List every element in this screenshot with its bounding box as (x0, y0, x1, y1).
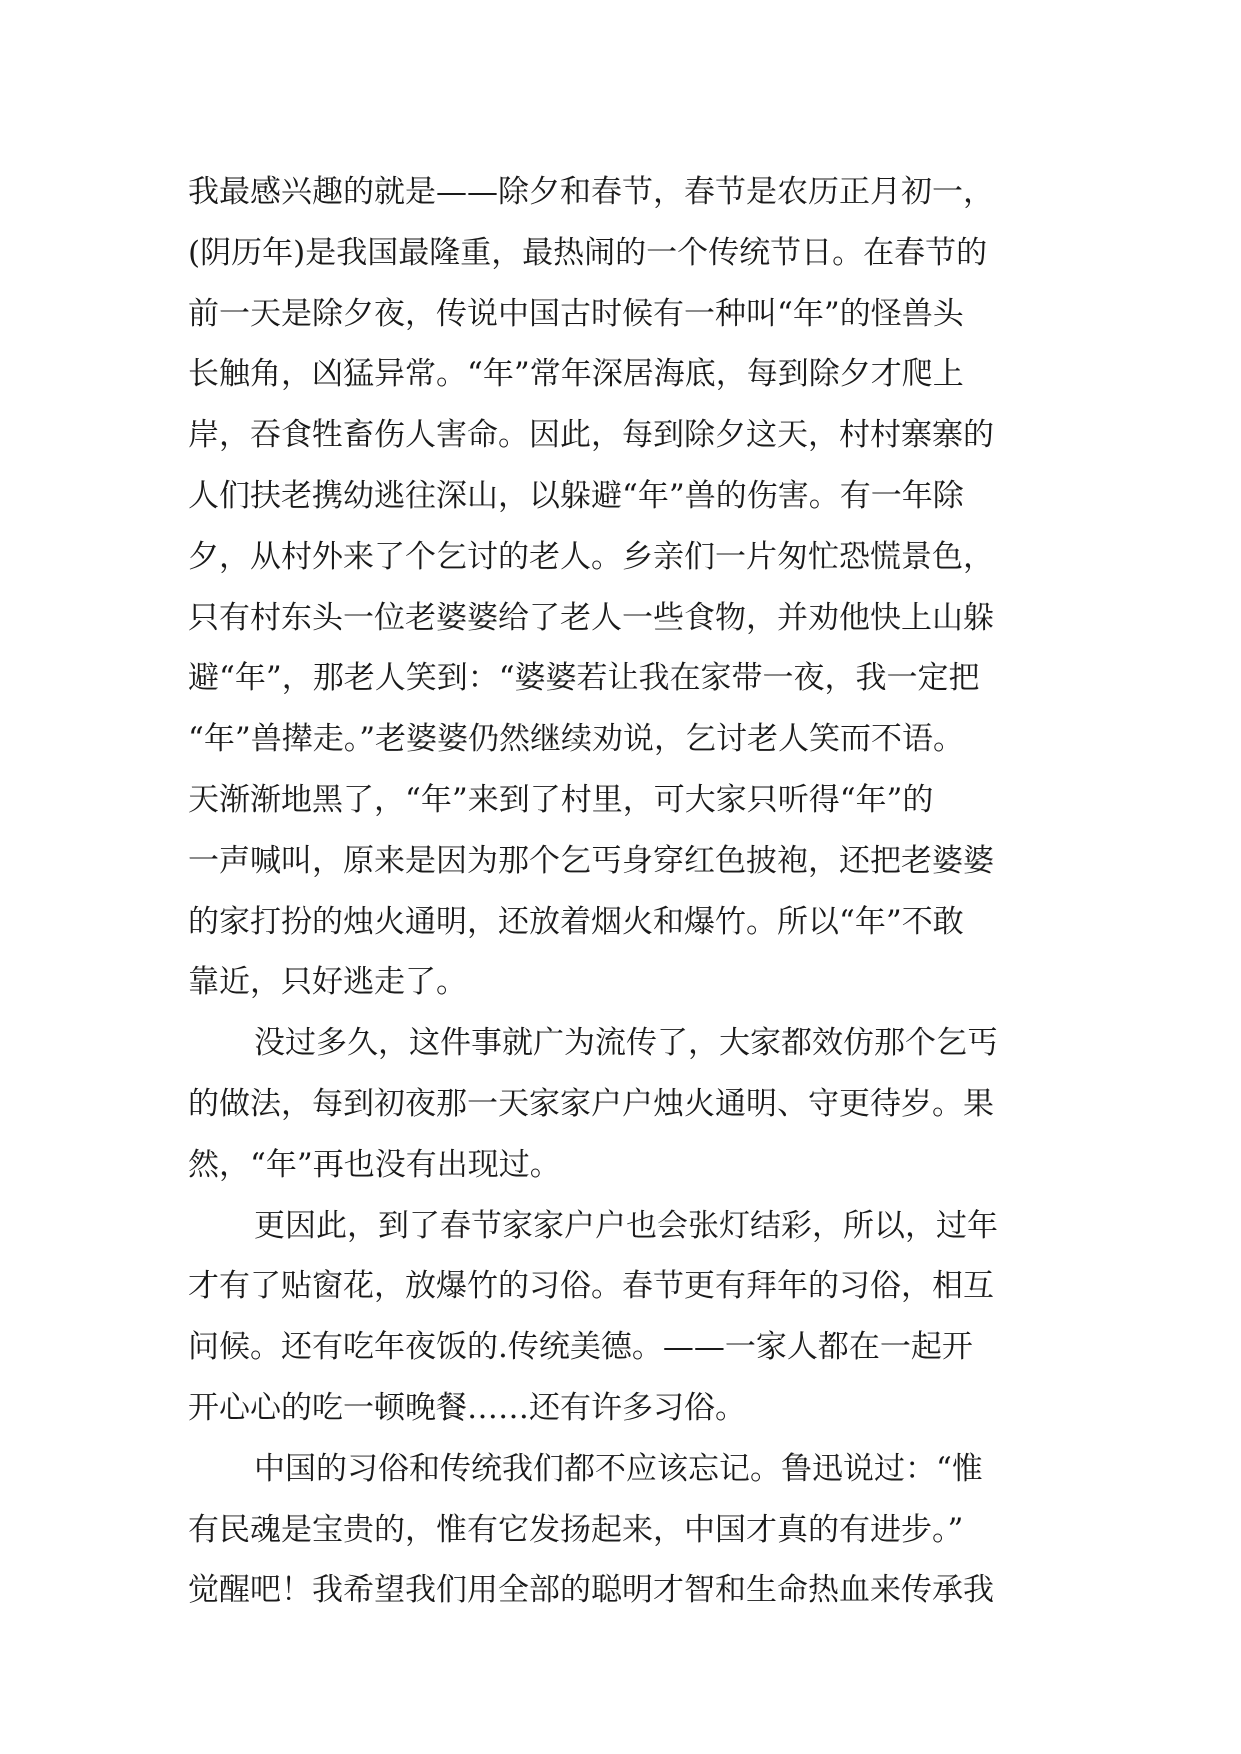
text-line: 才有了贴窗花，放爆竹的习俗。春节更有拜年的习俗，相互 (188, 1268, 994, 1305)
text-line: “年”兽撵走。”老婆婆仍然继续劝说，乞讨老人笑而不语。 (188, 721, 965, 758)
text-line: 避“年”，那老人笑到：“婆婆若让我在家带一夜，我一定把 (188, 660, 980, 697)
paragraph-start-line: 更因此，到了春节家家户户也会张灯结彩，所以，过年 (254, 1207, 998, 1244)
text-line: 的做法，每到初夜那一天家家户户烛火通明、守更待岁。果 (188, 1085, 994, 1122)
essay-body (188, 162, 1068, 1621)
text-line: 觉醒吧！我希望我们用全部的聪明才智和生命热血来传承我 (188, 1572, 994, 1609)
text-line: 只有村东头一位老婆婆给了老人一些食物，并劝他快上山躲 (188, 599, 994, 636)
text-line: 一声喊叫，原来是因为那个乞丐身穿红色披袍，还把老婆婆 (188, 842, 994, 879)
text-line: (阴历年)是我国最隆重，最热闹的一个传统节日。在春节的 (188, 234, 988, 271)
text-line: 天渐渐地黑了，“年”来到了村里，可大家只听得“年”的 (188, 781, 934, 818)
text-line: 我最感兴趣的就是——除夕和春节，春节是农历正月初一， (188, 174, 994, 210)
text-line: 靠近，只好逃走了。 (188, 964, 467, 1001)
paragraph-start-line: 没过多久，这件事就广为流传了，大家都效仿那个乞丐 (254, 1025, 998, 1062)
text-line: 夕，从村外来了个乞讨的老人。乡亲们一片匆忙恐慌景色， (188, 538, 994, 575)
text-line: 前一天是除夕夜，传说中国古时候有一种叫“年”的怪兽头 (188, 295, 964, 332)
text-line: 岸，吞食牲畜伤人害命。因此，每到除夕这天，村村寨寨的 (188, 417, 994, 454)
text-line: 长触角，凶猛异常。“年”常年深居海底，每到除夕才爬上 (188, 356, 964, 393)
text-line: 问候。还有吃年夜饭的.传统美德。——一家人都在一起开 (188, 1329, 973, 1366)
text-line: 的家打扮的烛火通明，还放着烟火和爆竹。所以“年”不敢 (188, 903, 964, 940)
text-line: 人们扶老携幼逃往深山，以躲避“年”兽的伤害。有一年除 (188, 477, 964, 514)
text-line: 有民魂是宝贵的，惟有它发扬起来，中国才真的有进步。” (188, 1511, 964, 1548)
text-line: 开心心的吃一顿晚餐……还有许多习俗。 (188, 1389, 746, 1426)
text-line: 然，“年”再也没有出现过。 (188, 1146, 561, 1183)
paragraph-start-line: 中国的习俗和传统我们都不应该忘记。鲁迅说过：“惟 (254, 1450, 983, 1487)
